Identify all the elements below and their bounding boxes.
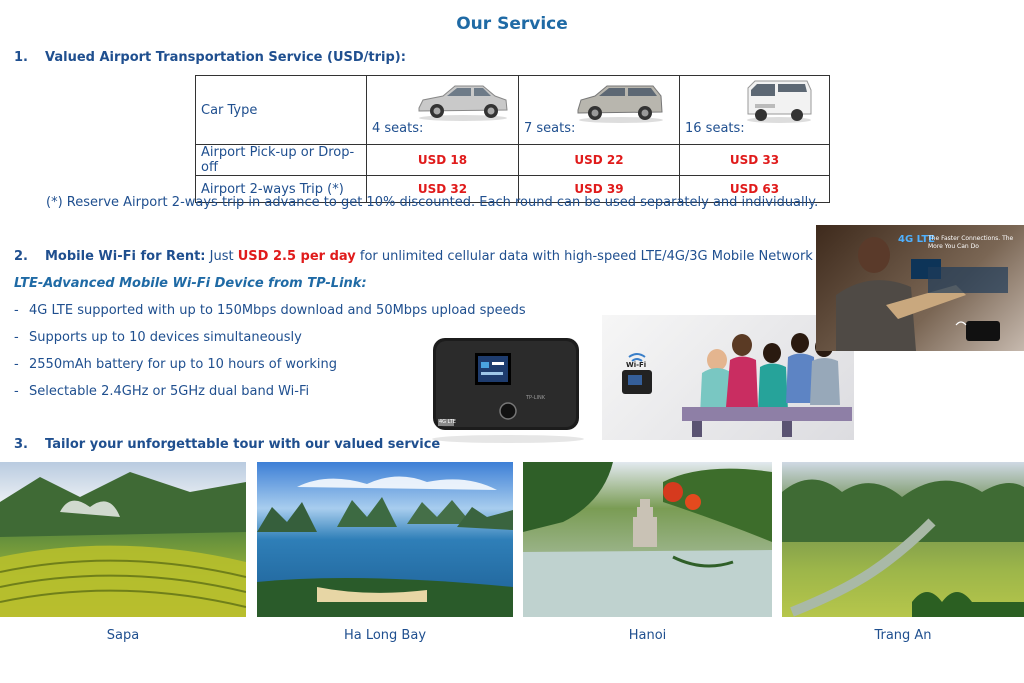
mobile-wifi-device-image [428,335,588,445]
section-2-number: 2. [14,249,28,264]
price-cell: USD 22 [519,145,680,176]
sedan-car-image [415,80,510,122]
section-3-title: Tailor your unforgettable tour with our valued service [45,437,441,452]
4g-lte-ad-photo [816,225,1024,351]
feature-text: 4G LTE supported with up to 150Mbps download and 50Mbps upload speeds [29,303,526,318]
feature-text: Supports up to 10 devices simultaneously [29,330,302,345]
price-cell: USD 32 [367,176,519,203]
wifi-price: USD 2.5 per day [237,249,356,264]
section-2-text-after: for unlimited cellular data with high-speed LTE/4G/3G Mobile Network [355,249,813,264]
sapa-photo [0,462,246,617]
feature-text: 2550mAh battery for up to 10 hours of working [29,357,337,372]
device-title: LTE-Advanced Mobile Wi-Fi Device from TP-Link: [14,276,367,291]
device-brand: TP-LINK [526,395,546,401]
page-title: Our Service [456,14,568,34]
7-seats-header: 7 seats: [519,76,680,145]
section-1-heading [14,50,406,65]
ha-long-bay-photo [257,462,513,617]
destination-caption: Hanoi [628,628,667,643]
row-label: Airport Pick-up or Drop-off [196,145,367,176]
hanoi-photo [523,462,772,617]
section-1-number: 1. [14,50,28,65]
table-row [196,145,830,176]
van-car-image [745,78,813,124]
price-cell: USD 18 [367,145,519,176]
wifi-label: Wi-Fi [626,361,647,369]
section-2-text-before: Just [205,249,238,264]
transport-price-table [195,75,830,203]
ad-tagline: The Faster Connections. The More You Can Do [928,235,1014,250]
price-cell: USD 63 [680,176,830,203]
section-3-heading [14,437,440,452]
feature-item: - 4G LTE supported with up to 150Mbps download and 50Mbps upload speeds [14,303,526,318]
table-header-row [196,76,830,145]
destination-caption: Ha Long Bay [343,628,427,643]
section-2-title: Mobile Wi-Fi for Rent: [45,249,206,264]
table-footnote: (*) Reserve Airport 2-ways trip in advance to get 10% discounted. Each round can be used separately and individually. [46,195,819,210]
price-cell: USD 39 [519,176,680,203]
row-label: Airport 2-ways Trip (*) [196,176,367,203]
minivan-car-image [575,82,665,124]
destination-caption: Trang An [874,628,932,643]
feature-text: Selectable 2.4GHz or 5GHz dual band Wi-Fi [29,384,310,399]
feature-item: - Supports up to 10 devices simultaneously [14,330,302,345]
car-type-header: Car Type [196,76,367,145]
16-seats-header: 16 seats: [680,76,830,145]
section-2-heading [14,249,813,264]
device-lte-label: 4G LTE [439,419,456,425]
section-3-number: 3. [14,437,28,452]
destination-caption: Sapa [106,628,140,643]
price-cell: USD 33 [680,145,830,176]
trang-an-photo [782,462,1024,617]
feature-item: - 2550mAh battery for up to 10 hours of working [14,357,337,372]
4-seats-header: 4 seats: [367,76,519,145]
section-1-title: Valued Airport Transportation Service (USD/trip): [45,50,406,65]
feature-item: - Selectable 2.4GHz or 5GHz dual band Wi-Fi [14,384,310,399]
ad-title: 4G LTE [898,234,936,245]
